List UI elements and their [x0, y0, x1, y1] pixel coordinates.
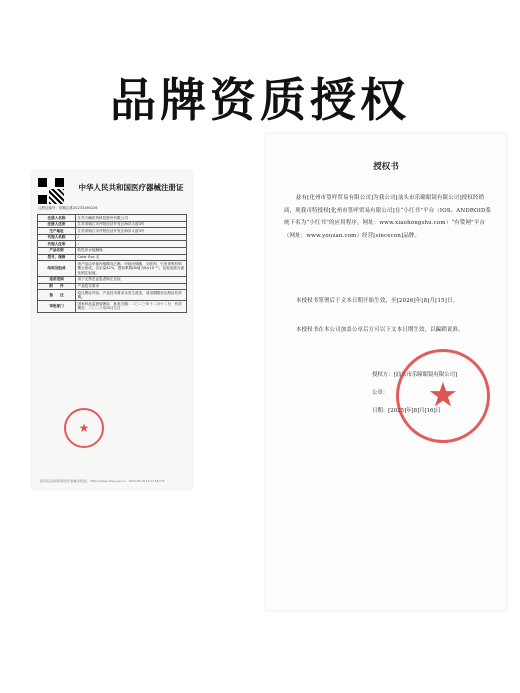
- table-row: [38, 228, 187, 235]
- row-key: 结构及组成: [38, 261, 76, 277]
- table-row: [38, 241, 187, 248]
- row-key: 审批部门: [38, 301, 76, 312]
- row-value: 该产品由甲基丙烯酸羟乙酯、甲基丙烯酸、交联剂、引发剂等材料聚合而成，含水量42%，透氧系数Dk值为8×10⁻¹¹。包装溶液为氯化钠注射液。: [76, 261, 187, 277]
- certificate-seal-icon: ★: [64, 408, 104, 448]
- row-value: 软性亲水接触镜: [76, 247, 187, 254]
- row-value: 产品技术要求: [76, 283, 187, 290]
- letter-title: 授权书: [373, 162, 399, 172]
- certificate-table: [37, 214, 187, 313]
- row-key: 产品名称: [38, 247, 76, 254]
- table-row: [38, 276, 187, 283]
- table-row: [38, 234, 187, 241]
- qr-code-icon: [38, 178, 64, 204]
- table-row: [38, 283, 187, 290]
- certificate-title: 中华人民共和国医疗器械注册证: [78, 183, 184, 192]
- registration-certificate: [32, 171, 192, 489]
- row-key: 注册人住所: [38, 221, 76, 228]
- row-key: 代理人名称: [38, 234, 76, 241]
- row-value: 江苏省镇江市丹阳经济开发区海洋大道3号: [76, 228, 187, 235]
- certificate-number: 注册证编号：国械注准20233160226: [38, 206, 98, 210]
- letter-paragraph-3: 本授权书在本公司加盖公章后方可以下文本日期生效，以蹁蹈说准。: [296, 327, 464, 333]
- row-value: 用于无禁忌证患者矫正近视: [76, 276, 187, 283]
- table-row: [38, 221, 187, 228]
- letter-authorizer: 授权方：[汕头市乐瞳眼镜有限公司]: [372, 372, 458, 378]
- letter-date: 日期：[2025]年[8]月[16]日: [372, 408, 441, 414]
- table-row: [38, 247, 187, 254]
- table-row: [38, 301, 187, 312]
- row-value: /: [76, 234, 187, 241]
- certificate-footer: 国家药品监督管理局医疗器械注册信息 https://www.nmpa.gov.cn 2023-08-18 13:17:58 UTC: [40, 479, 165, 483]
- table-row: [38, 215, 187, 222]
- table-row: [38, 261, 187, 277]
- row-key: 附 件: [38, 283, 76, 290]
- row-key: 生产地址: [38, 228, 76, 235]
- authorization-letter: [266, 134, 506, 610]
- row-value: 江苏省镇江市丹阳经济开发区海洋大道3号: [76, 221, 187, 228]
- letter-paragraph-1: 兹有[化州市篁咩贸易有限公司]为我公司[汕头市乐瞳眼镜有限公司]授权经销商，现我司特授权[化州市篁咩贸易有限公司]在“小红书”平台（IOS、ANDROID系统下名为“小红书”的应用程序，网址：www.xiaohongshu.com）“有赞网”平台（网址：www.youzan.com）经营[sincecon]品牌。: [284, 195, 492, 239]
- row-value: 原注册证内容，产品技术要求未发生改变，适用期限至注册证有效期。: [76, 290, 187, 301]
- table-row: [38, 290, 187, 301]
- row-key: 型号、规格: [38, 254, 76, 261]
- row-value: Color Eye 无: [76, 254, 187, 261]
- company-seal-icon: ★: [396, 349, 490, 443]
- row-value: 江苏天瞳医药科技股份有限公司: [76, 215, 187, 222]
- row-key: 适用范围: [38, 276, 76, 283]
- letter-seal-label: 公章：: [372, 390, 389, 396]
- row-key: 备 注: [38, 290, 76, 301]
- row-key: 注册人名称: [38, 215, 76, 222]
- page-heading: 品牌资质授权: [110, 73, 410, 127]
- row-value: 国家药品监督管理局 批准日期：二〇二三年十二月十二日 有效期至：二〇二八年四月九日: [76, 301, 187, 312]
- row-value: /: [76, 241, 187, 248]
- row-key: 代理人住所: [38, 241, 76, 248]
- table-row: [38, 254, 187, 261]
- letter-paragraph-2: 本授权书签署后于文本日期开始生效，至[2026]年[8]月[15]日。: [296, 298, 459, 304]
